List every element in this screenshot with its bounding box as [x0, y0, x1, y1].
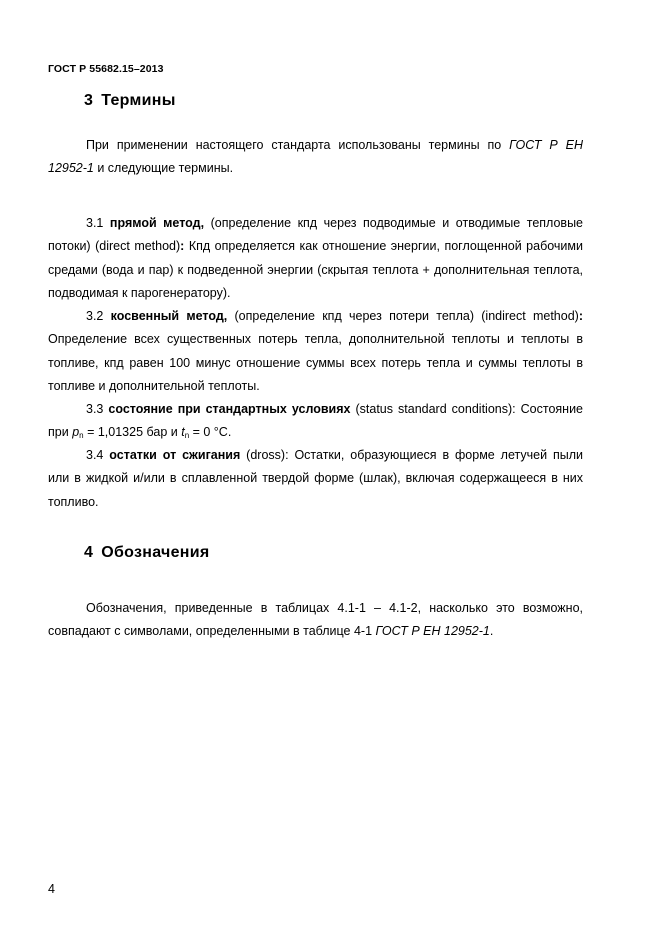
standard-reference: ГОСТ Р ЕН 12952-1	[48, 138, 583, 176]
term-3-2: 3.2 косвенный метод, (определение кпд через потери тепла) (indirect method): Определение всех существенных потерь тепла, дополнительной теплоты и теплоты в топливе, кпд равен 100 минус отношение суммы всех потерь тепла и суммы теплоты в топливе и дополнительной теплоты.	[48, 309, 584, 393]
section-4-body: Обозначения, приведенные в таблицах 4.1-1 – 4.1-2, насколько это возможно, совпадают с символами, определенными в таблице 4-1 ГОСТ Р ЕН 12952-1.	[48, 601, 583, 639]
page-number: 4	[48, 882, 55, 896]
term-3-3: 3.3 состояние при стандартных условиях (status standard conditions): Состояние при $p_n = 1,01325$ бар и $t_n = 0$ °С.	[48, 402, 583, 441]
term-3-2-name: косвенный метод,	[110, 309, 228, 323]
term-3-1-name: прямой метод,	[109, 216, 205, 230]
term-3-1: 3.1 прямой метод, (определение кпд через подводимые и отводимые тепловые потоки) (direct method): Кпд определяется как отношение энергии, поглощенной рабочими средами (вода и пар) к подведенной энергии (скрытая теплота + дополнительная теплота, подводимая к парогенератору).	[48, 216, 584, 300]
section-4-number: 4	[84, 544, 94, 561]
term-3-4: 3.4 остатки от сжигания (dross): Остатки, образующиеся в форме летучей пыли или в жидкой и/или в сплавленной твердой форме (шлак), включая содержащееся в них топливо.	[48, 448, 583, 509]
section-4-heading	[84, 544, 210, 562]
term-3-4-name: остатки от сжигания	[109, 448, 241, 462]
document-code-header: ГОСТ Р 55682.15–2013	[48, 63, 164, 75]
section-3-number: 3	[84, 92, 94, 109]
section-3-heading	[84, 92, 176, 110]
standard-reference: ГОСТ Р ЕН 12952-1	[375, 624, 490, 639]
term-3-3-name: состояние при стандартных условиях	[108, 402, 351, 416]
section-4-title: Обозначения	[101, 544, 210, 561]
section-3-title: Термины	[101, 92, 176, 109]
section-3-intro: При применении настоящего стандарта использованы термины по ГОСТ Р ЕН 12952-1 и следующие термины.	[48, 138, 583, 176]
